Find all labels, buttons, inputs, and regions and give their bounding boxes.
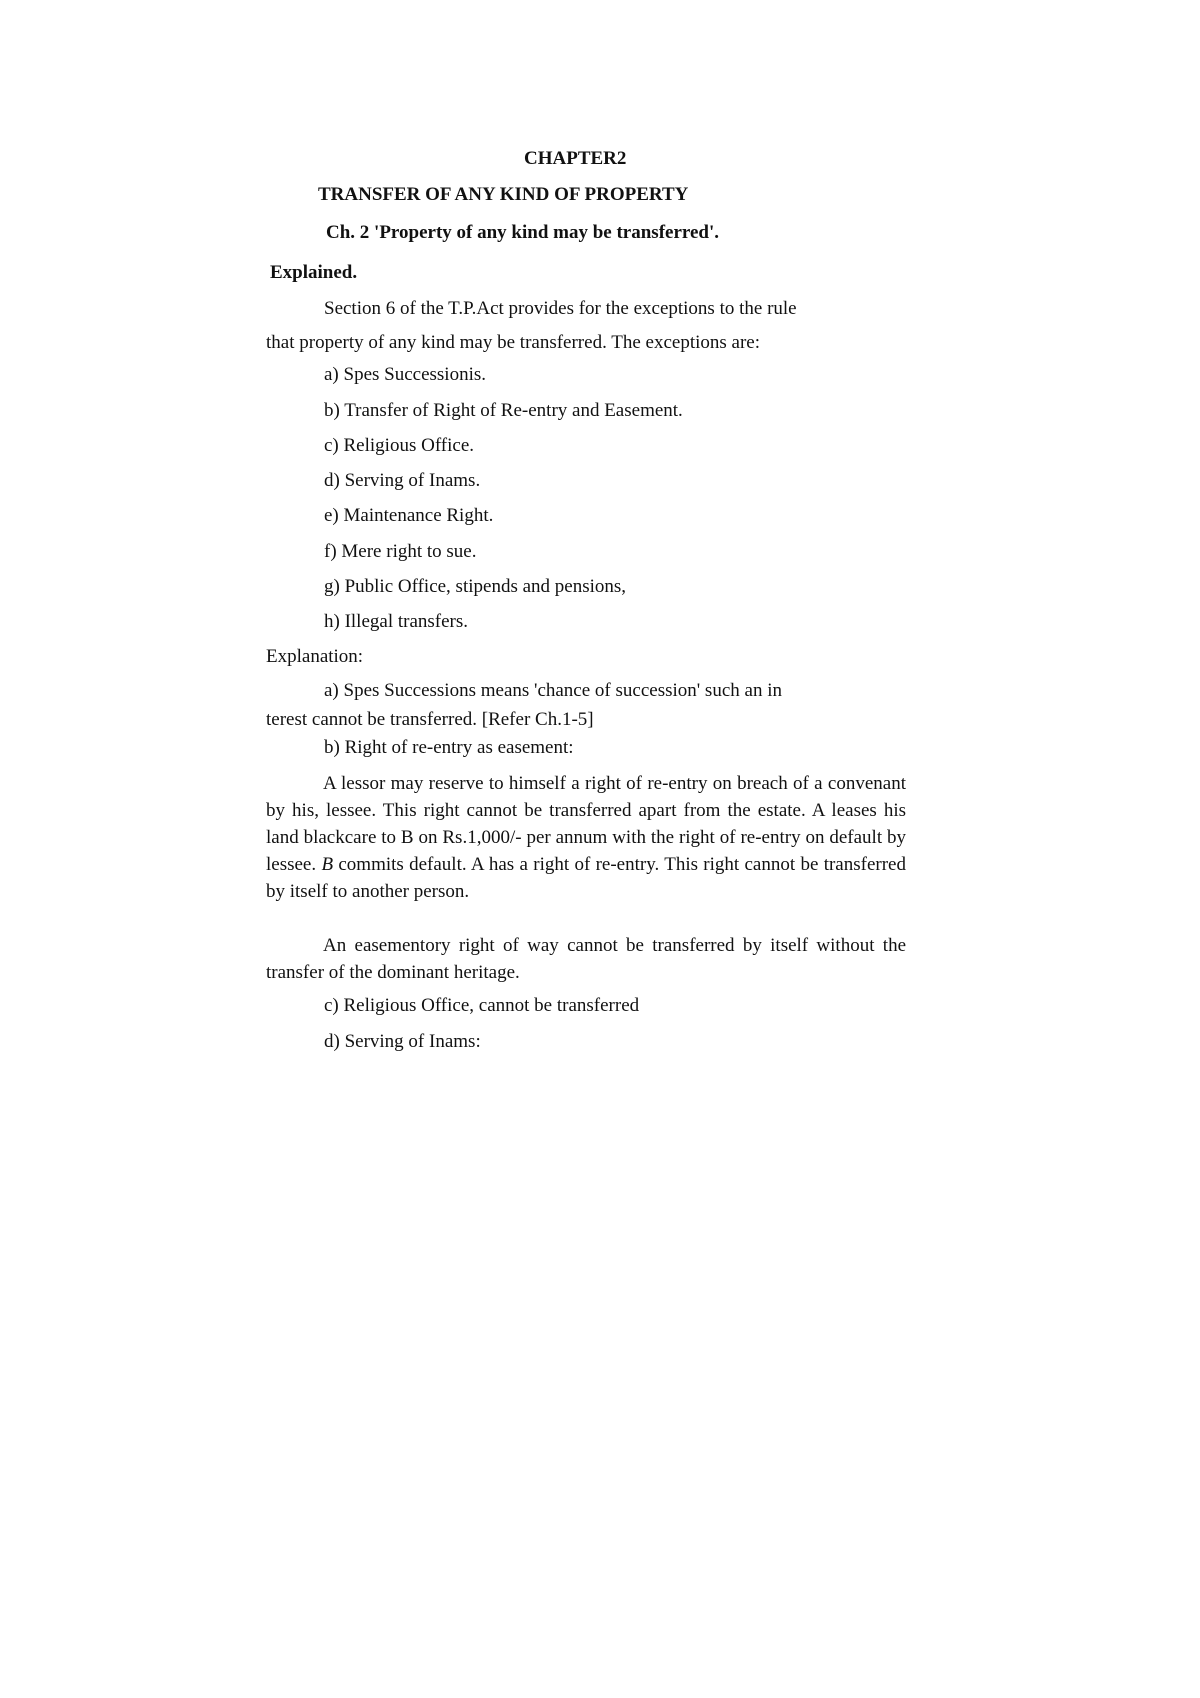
easement-paragraph-text: An easementory right of way cannot be transferred by itself without the transfer of the dominant heritage. [266,935,906,983]
exception-item: h) Illegal transfers. [324,611,469,632]
exception-item: f) Mere right to sue. [324,541,477,562]
chapter-title: TRANSFER OF ANY KIND OF PROPERTY [318,184,689,205]
intro-line-1: Section 6 of the T.P.Act provides for the exceptions to the rule [324,298,797,319]
explanation-c-line: c) Religious Office, cannot be transferred [324,995,640,1016]
re-entry-paragraph-italic: B [321,854,334,875]
chapter-subtitle: Ch. 2 'Property of any kind may be transferred'. [326,222,720,243]
explanation-d-line: d) Serving of Inams: [324,1031,481,1052]
explained-heading: Explained. [270,262,358,283]
explanation-b-heading: b) Right of re-entry as easement: [324,737,574,758]
explanation-a-line-2: terest cannot be transferred. [Refer Ch.1-5] [266,709,594,730]
exception-item: b) Transfer of Right of Re-entry and Easement. [324,400,683,421]
explanation-heading: Explanation: [266,646,364,667]
re-entry-paragraph-end: commits default. A has a right of re-entry. This right cannot be transferred by itself to another person. [266,854,906,902]
exception-item: g) Public Office, stipends and pensions, [324,576,627,597]
easement-paragraph [266,932,906,986]
exception-item: e) Maintenance Right. [324,505,494,526]
exception-item: c) Religious Office. [324,435,475,456]
exception-item: d) Serving of Inams. [324,470,481,491]
re-entry-paragraph-start: A lessor may reserve to himself a right of re-entry on breach of a convenant by his, lessee. This right cannot be transferred apart from the estate. A leases his land blackcare to B on Rs.1,000/- per annum with the right of re-entry on default by lessee. [266,773,906,875]
re-entry-paragraph [266,770,906,905]
exception-item: a) Spes Successionis. [324,364,487,385]
intro-line-2: that property of any kind may be transferred. The exceptions are: [266,332,760,353]
chapter-number: CHAPTER2 [524,148,627,169]
explanation-a-line-1: a) Spes Successions means 'chance of succession' such an in [324,680,782,701]
